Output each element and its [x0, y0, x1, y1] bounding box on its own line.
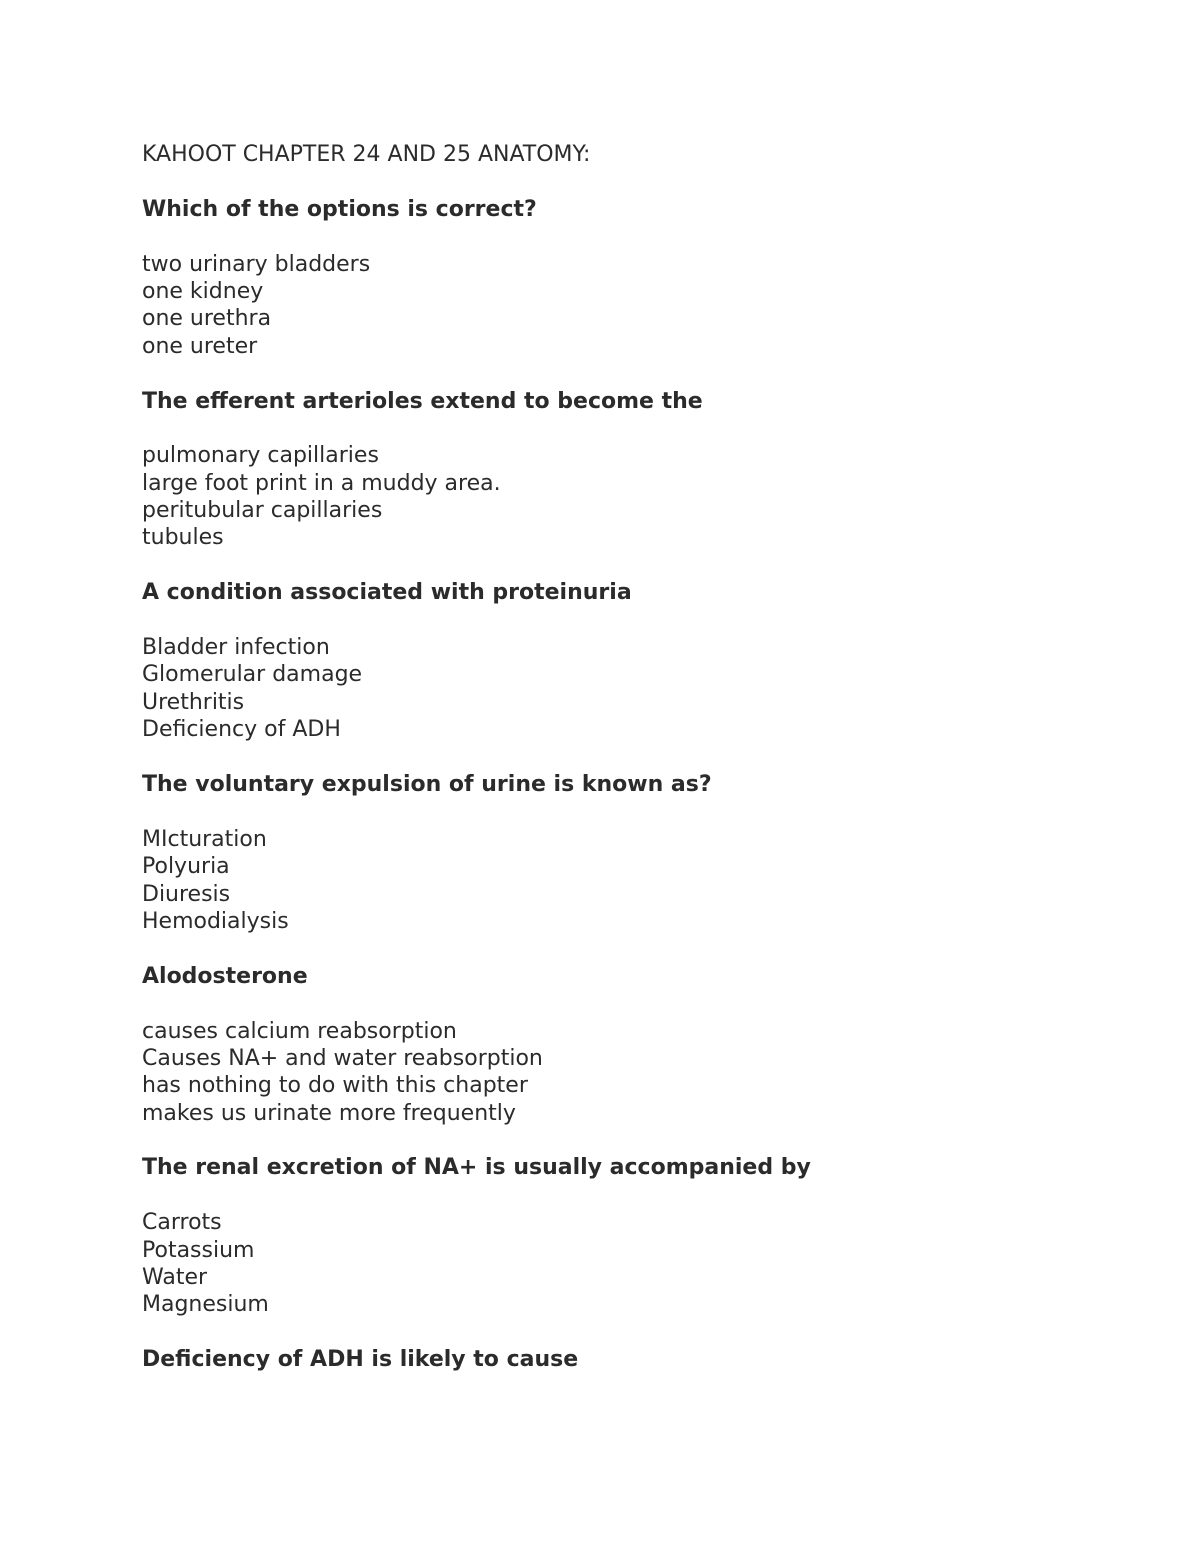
question-block-6	[142, 1154, 1142, 1346]
answer-option: Water	[142, 1265, 208, 1291]
spacer	[142, 798, 1142, 825]
answer-option: two urinary bladders	[142, 251, 371, 277]
spacer	[142, 168, 1142, 195]
spacer	[142, 607, 1142, 634]
spacer	[142, 360, 1142, 387]
spacer	[142, 1319, 1142, 1346]
answer-option: Bladder infection	[142, 635, 330, 661]
question-heading: A condition associated with proteinuria	[142, 580, 632, 606]
spacer	[142, 744, 1142, 771]
spacer	[142, 1127, 1142, 1154]
answer-option: MIcturation	[142, 826, 267, 852]
question-heading: The renal excretion of NA+ is usually accompanied by	[142, 1155, 811, 1181]
answer-option: causes calcium reabsorption	[142, 1018, 457, 1044]
spacer	[142, 223, 1142, 250]
spacer	[142, 1182, 1142, 1209]
answer-option: peritubular capillaries	[142, 498, 383, 524]
answer-option: Causes NA+ and water reabsorption	[142, 1045, 543, 1071]
answer-option: tubules	[142, 525, 224, 551]
answer-option: Glomerular damage	[142, 662, 363, 688]
question-block-5	[142, 963, 1142, 1155]
question-block-7	[142, 1346, 1142, 1373]
answer-option: one urethra	[142, 306, 272, 332]
spacer	[142, 990, 1142, 1017]
question-heading: Deficiency of ADH is likely to cause	[142, 1347, 579, 1373]
spacer	[142, 552, 1142, 579]
answer-option: one ureter	[142, 333, 258, 359]
answer-option: pulmonary capillaries	[142, 443, 379, 469]
answer-option: makes us urinate more frequently	[142, 1100, 516, 1126]
question-heading: Which of the options is correct?	[142, 196, 537, 222]
question-block-4	[142, 771, 1142, 963]
answer-option: Urethritis	[142, 689, 245, 715]
spacer	[142, 415, 1142, 442]
answer-option: Magnesium	[142, 1292, 269, 1318]
document-page	[142, 141, 1142, 1374]
answer-option: Carrots	[142, 1210, 222, 1236]
question-heading: The voluntary expulsion of urine is known as?	[142, 771, 712, 797]
question-heading: The efferent arterioles extend to become the	[142, 388, 703, 414]
answer-option: Potassium	[142, 1237, 255, 1263]
question-heading: Alodosterone	[142, 963, 308, 989]
question-block-2	[142, 388, 1142, 580]
answer-option: one kidney	[142, 278, 264, 304]
answer-option: Diuresis	[142, 881, 231, 907]
answer-option: Polyuria	[142, 854, 230, 880]
answer-option: large foot print in a muddy area.	[142, 470, 501, 496]
question-block-1	[142, 196, 1142, 388]
answer-option: Hemodialysis	[142, 908, 289, 934]
answer-option: has nothing to do with this chapter	[142, 1073, 528, 1099]
spacer	[142, 935, 1142, 962]
answer-option: Deficiency of ADH	[142, 717, 341, 743]
question-block-3	[142, 579, 1142, 771]
document-title: KAHOOT CHAPTER 24 AND 25 ANATOMY:	[142, 142, 591, 167]
